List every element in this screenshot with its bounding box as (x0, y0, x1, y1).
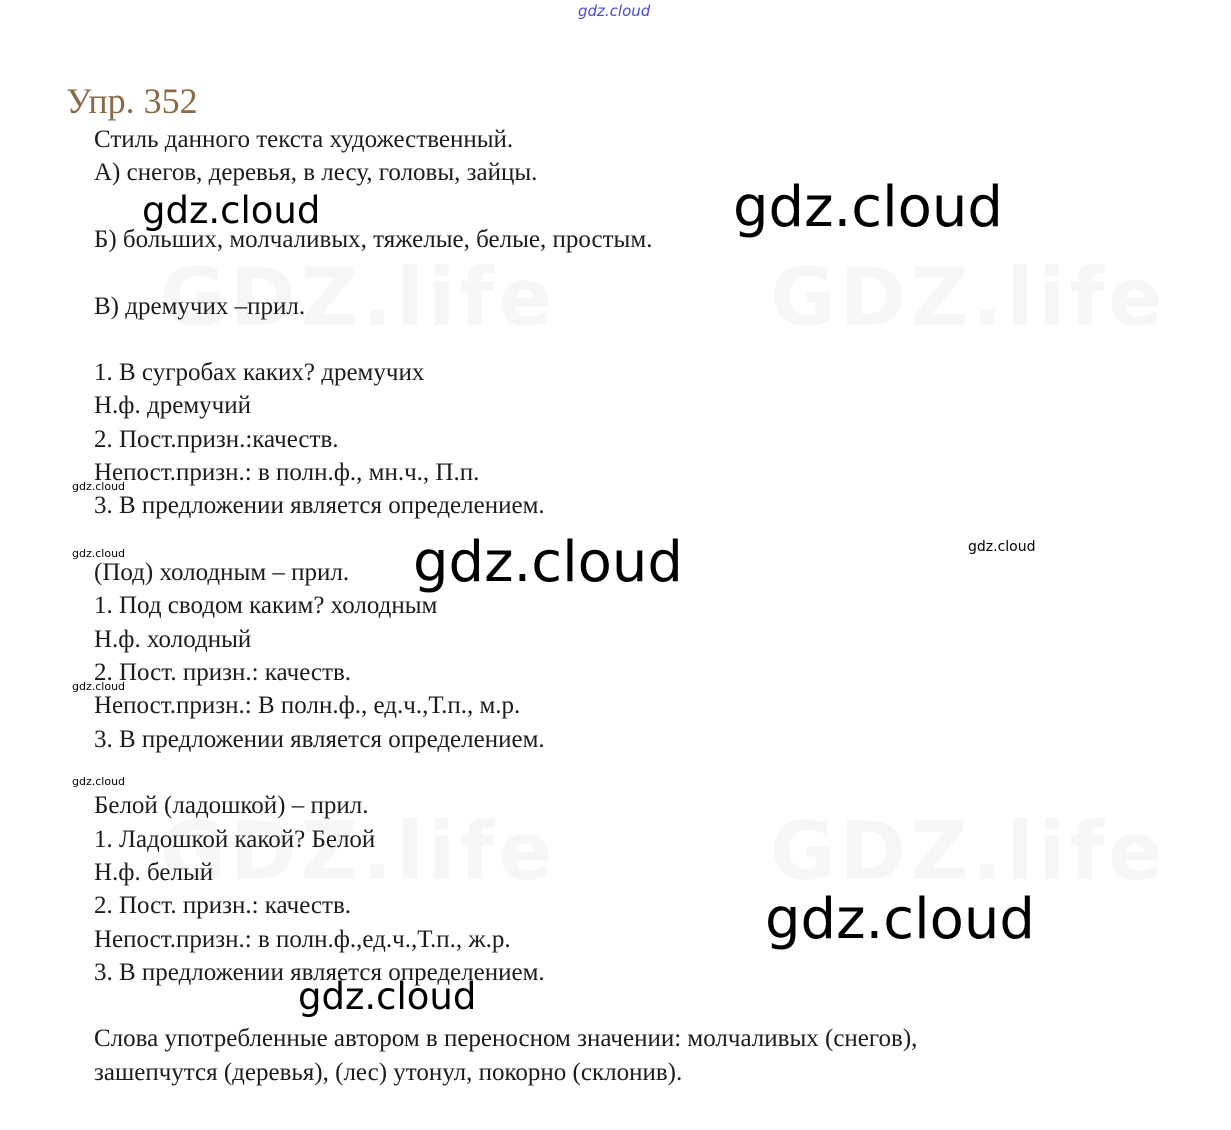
text-line: Н.ф. белый (94, 859, 214, 886)
text-line: (Под) холодным – прил. (94, 559, 350, 586)
text-line: 1. Ладошкой какой? Белой (94, 826, 376, 853)
watermark: gdz.cloud (72, 547, 126, 560)
text-line: В) дремучих –прил. (94, 293, 306, 320)
text-line: Н.ф. холодный (94, 626, 252, 653)
text-line: 3. В предложении является определением. (94, 726, 545, 753)
watermark: gdz.cloud (72, 775, 126, 788)
text-line: Н.ф. дремучий (94, 392, 251, 419)
watermark: gdz.cloud (733, 175, 1003, 240)
text-line: зашепчутся (деревья), (лес) утонул, покорно (склонив). (94, 1059, 683, 1086)
text-line: 3. В предложении является определением. (94, 492, 545, 519)
text-line: 2. Пост.призн.:качеств. (94, 426, 339, 453)
watermark: gdz.cloud (413, 530, 683, 595)
text-line: 3. В предложении является определением. (94, 959, 545, 986)
exercise-title: Упр. 352 (66, 81, 198, 121)
text-line: 1. Под сводом каким? холодным (94, 592, 438, 619)
text-line: Непост.призн.: В полн.ф., ед.ч.,Т.п., м.р. (94, 692, 521, 719)
text-line: Слова употребленные автором в переносном значении: молчаливых (снегов), (94, 1025, 918, 1052)
faint-watermark (770, 812, 1166, 892)
text-line: 2. Пост. призн.: качеств. (94, 892, 352, 919)
text-line: Непост.призн.: в полн.ф.,ед.ч.,Т.п., ж.р. (94, 926, 511, 953)
text-line: Непост.призн.: в полн.ф., мн.ч., П.п. (94, 459, 480, 486)
watermark: gdz.cloud (968, 539, 1036, 555)
text-line: 2. Пост. призн.: качеств. (94, 659, 352, 686)
top-watermark-link[interactable]: gdz.cloud (578, 2, 651, 20)
text-line: Стиль данного текста художественный. (94, 126, 514, 153)
watermark: gdz.cloud (72, 680, 126, 693)
watermark: gdz.cloud (72, 480, 126, 493)
watermark: gdz.cloud (765, 887, 1035, 952)
text-line: Б) больших, молчаливых, тяжелые, белые, простым. (94, 226, 653, 253)
watermark: gdz.cloud (142, 189, 321, 232)
text-line: Белой (ладошкой) – прил. (94, 792, 369, 819)
watermark: gdz.cloud (298, 975, 477, 1018)
faint-watermark (770, 258, 1166, 338)
text-line: 1. В сугробах каких? дремучих (94, 359, 425, 386)
text-line: А) снегов, деревья, в лесу, головы, зайцы. (94, 159, 538, 186)
